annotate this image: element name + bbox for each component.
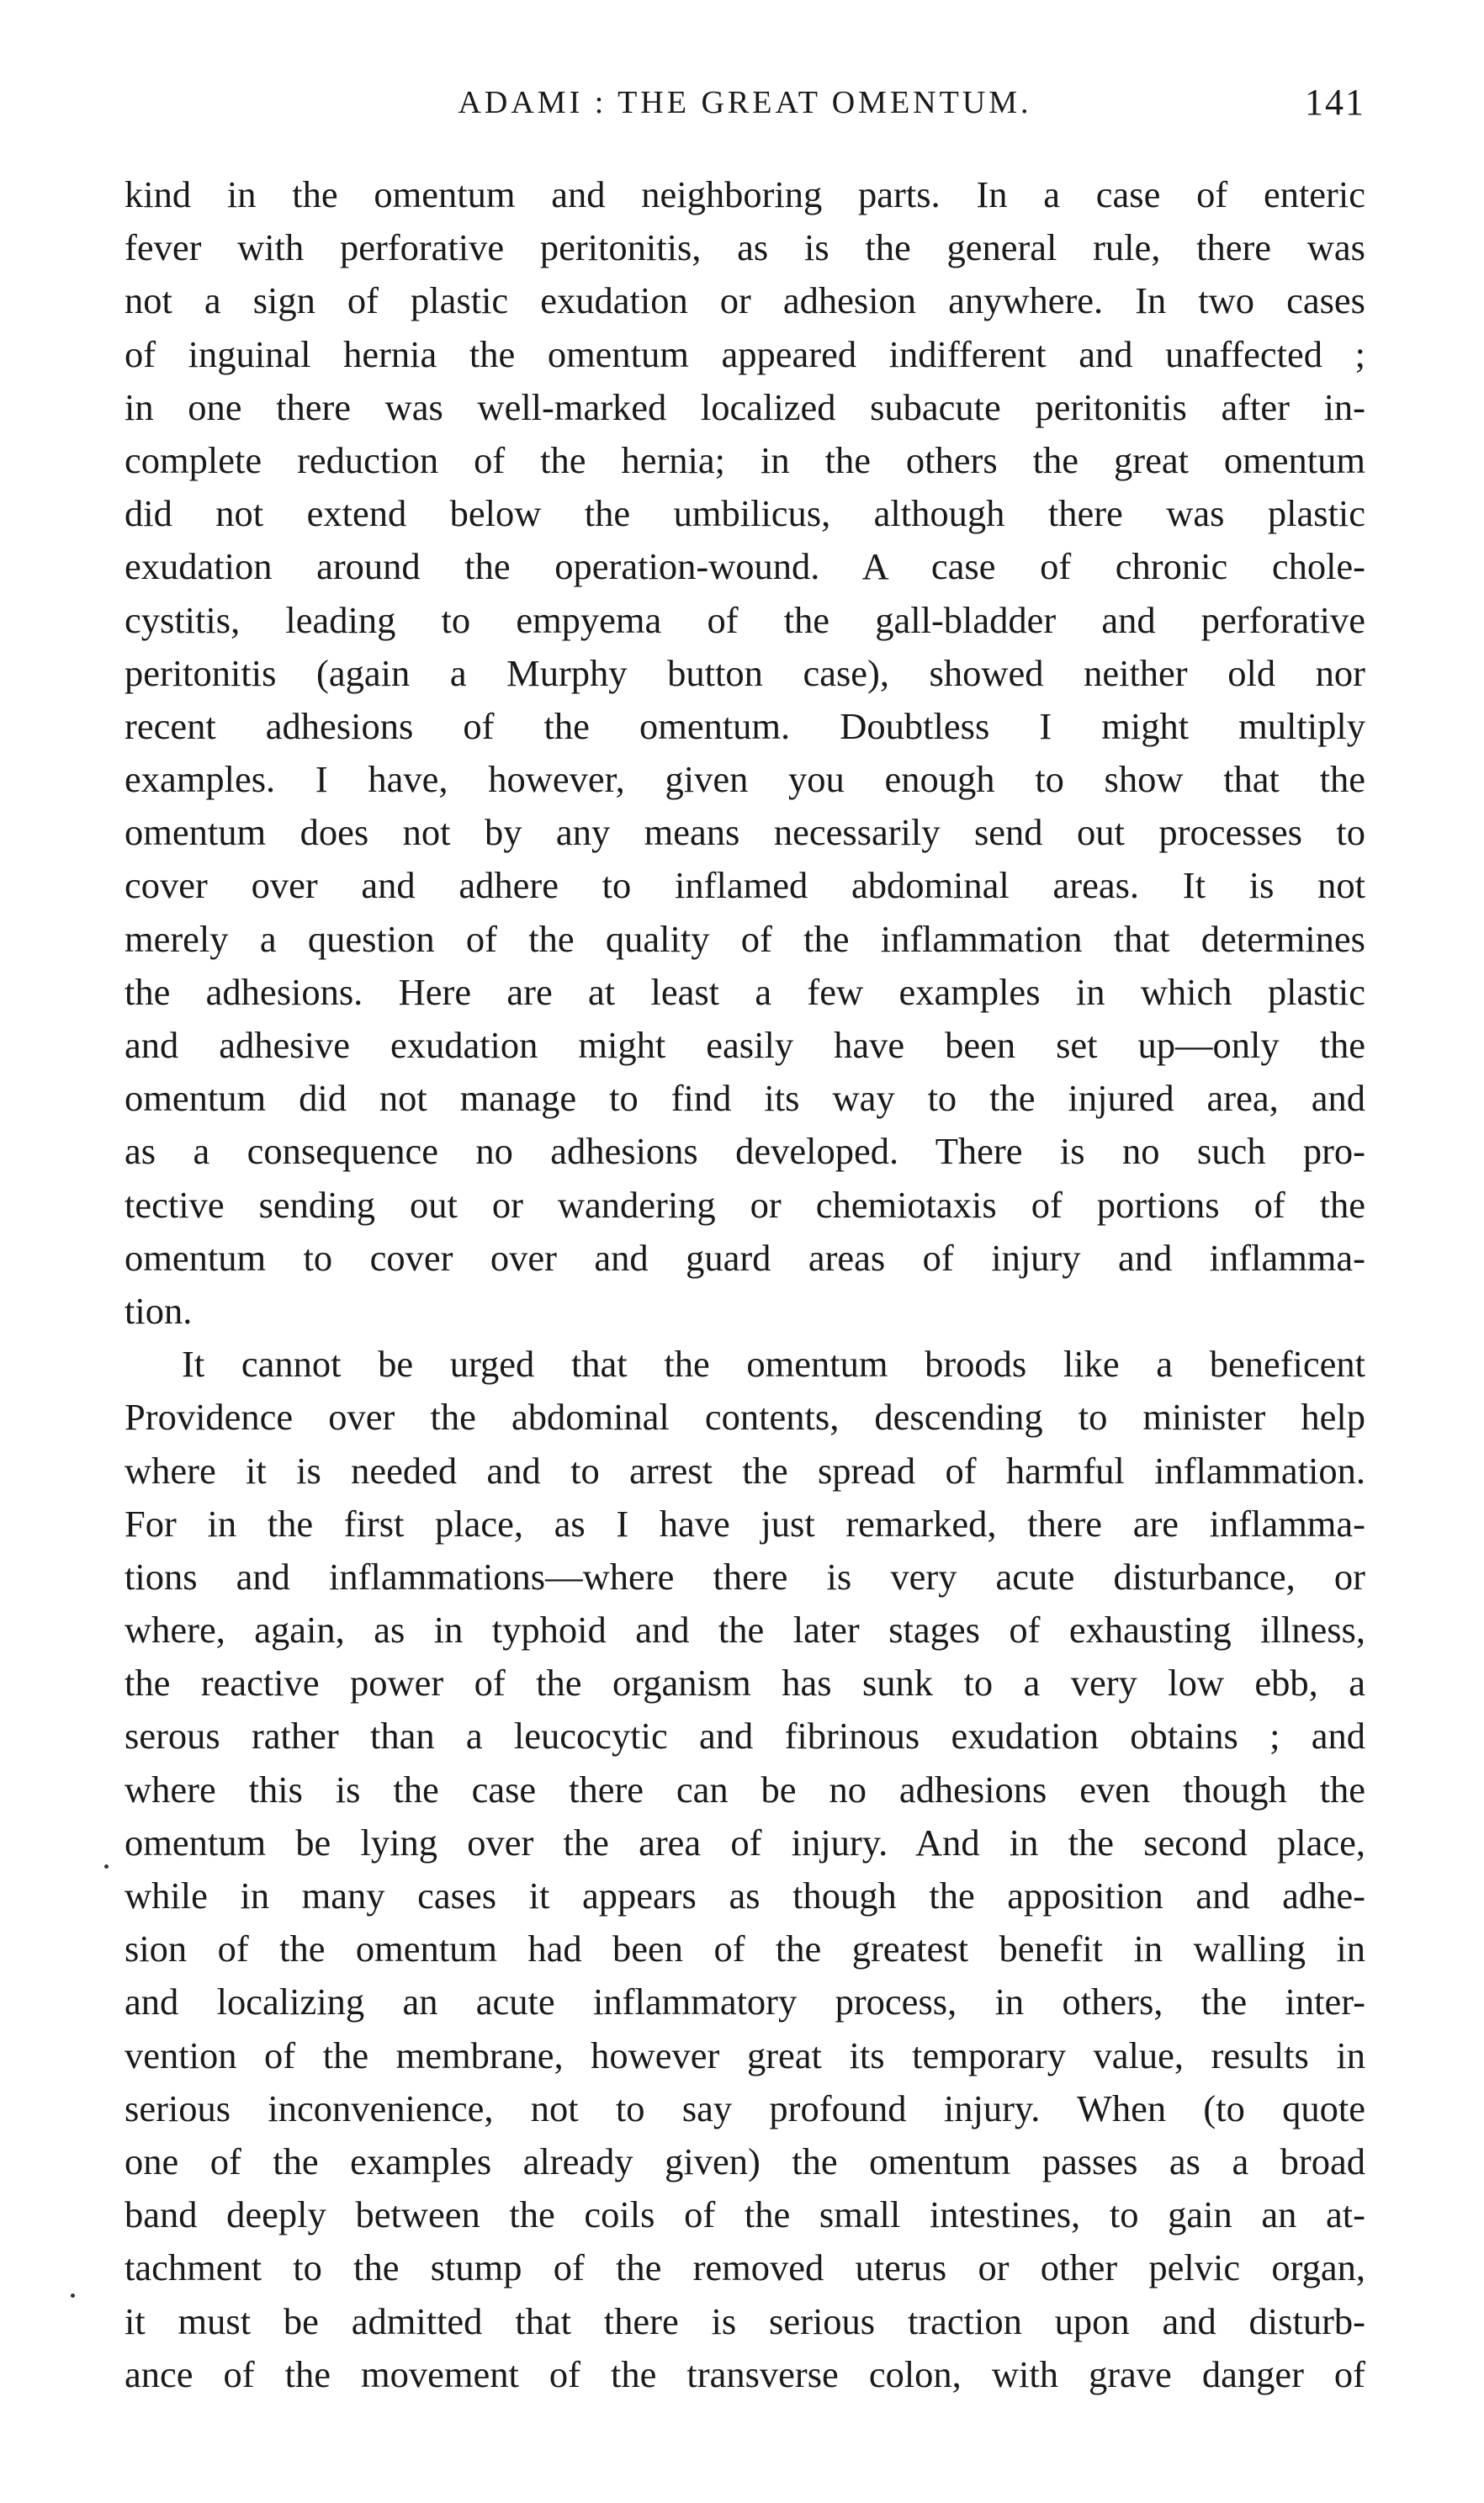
text-line: and localizing an acute inflammatory process, in others, the inter- <box>125 1981 1365 2023</box>
text-line: For in the first place, as I have just remarked, there are inflamma- <box>125 1502 1365 1545</box>
text-line: the adhesions. Here are at least a few examples in which plastic <box>125 970 1365 1013</box>
text-line: one of the examples already given) the omentum passes as a broad <box>125 2140 1365 2182</box>
text-line: complete reduction of the hernia; in the others the great omentum <box>125 438 1365 481</box>
text-line: ance of the movement of the transverse colon, with grave danger of <box>125 2352 1365 2395</box>
text-line: tachment to the stump of the removed uterus or other pelvic organ, <box>125 2246 1365 2289</box>
text-line: not a sign of plastic exudation or adhesion anywhere. In two cases <box>125 279 1365 322</box>
page-number: 141 <box>1305 82 1365 123</box>
text-line: exudation around the operation-wound. A case of chronic chole- <box>125 545 1365 588</box>
paragraph-start-line: It cannot be urged that the omentum broods like a beneficent <box>182 1343 1365 1386</box>
text-line: omentum to cover over and guard areas of injury and inflamma- <box>125 1236 1365 1279</box>
margin-speck <box>104 1864 109 1869</box>
body-text <box>125 168 1365 2401</box>
text-line: the reactive power of the organism has sunk to a very low ebb, a <box>125 1662 1365 1705</box>
text-line: examples. I have, however, given you enough to show that the <box>125 758 1365 801</box>
margin-speck <box>71 2294 75 2298</box>
text-line: band deeply between the coils of the small intestines, to gain an at- <box>125 2193 1365 2236</box>
text-line: where it is needed and to arrest the spread of harmful inflammation. <box>125 1449 1365 1492</box>
text-line: omentum did not manage to find its way to the injured area, and <box>125 1077 1365 1120</box>
text-line: it must be admitted that there is serious traction upon and disturb- <box>125 2299 1365 2342</box>
text-line: tective sending out or wandering or chemiotaxis of portions of the <box>125 1183 1365 1226</box>
text-line: peritonitis (again a Murphy button case), showed neither old nor <box>125 651 1365 694</box>
text-line: of inguinal hernia the omentum appeared indifferent and unaffected ; <box>125 332 1365 375</box>
text-line: merely a question of the quality of the inflammation that determines <box>125 917 1365 960</box>
text-line: kind in the omentum and neighboring parts. In a case of enteric <box>125 173 1365 215</box>
text-line: cystitis, leading to empyema of the gall-bladder and perforative <box>125 598 1365 641</box>
text-line: cover over and adhere to inflamed abdominal areas. It is not <box>125 864 1365 907</box>
text-line: where, again, as in typhoid and the later stages of exhausting illness, <box>125 1609 1365 1652</box>
text-line: while in many cases it appears as though the apposition and adhe- <box>125 1875 1365 1917</box>
text-line: fever with perforative peritonitis, as is the general rule, there was <box>125 226 1365 269</box>
text-line: vention of the membrane, however great its temporary value, results in <box>125 2034 1365 2076</box>
running-head <box>125 77 1365 128</box>
text-line: in one there was well-marked localized subacute peritonitis after in- <box>125 385 1365 428</box>
text-line: and adhesive exudation might easily have been set up—only the <box>125 1024 1365 1066</box>
text-line: as a consequence no adhesions developed. There is no such pro- <box>125 1130 1365 1173</box>
running-title: ADAMI : THE GREAT OMENTUM. <box>458 85 1032 120</box>
text-line: tions and inflammations—where there is very acute disturbance, or <box>125 1555 1365 1598</box>
text-line: omentum does not by any means necessarily send out processes to <box>125 811 1365 854</box>
text-line: did not extend below the umbilicus, although there was plastic <box>125 492 1365 535</box>
text-line: where this is the case there can be no adhesions even though the <box>125 1768 1365 1811</box>
text-line: serious inconvenience, not to say profound injury. When (to quote <box>125 2087 1365 2129</box>
text-line: omentum be lying over the area of injury. And in the second place, <box>125 1821 1365 1864</box>
text-line: Providence over the abdominal contents, descending to minister help <box>125 1396 1365 1439</box>
text-line: serous rather than a leucocytic and fibrinous exudation obtains ; and <box>125 1715 1365 1758</box>
text-line: sion of the omentum had been of the greatest benefit in walling in <box>125 1928 1365 1970</box>
text-line: recent adhesions of the omentum. Doubtless I might multiply <box>125 704 1365 747</box>
paragraph-end-line: tion. <box>125 1289 193 1332</box>
